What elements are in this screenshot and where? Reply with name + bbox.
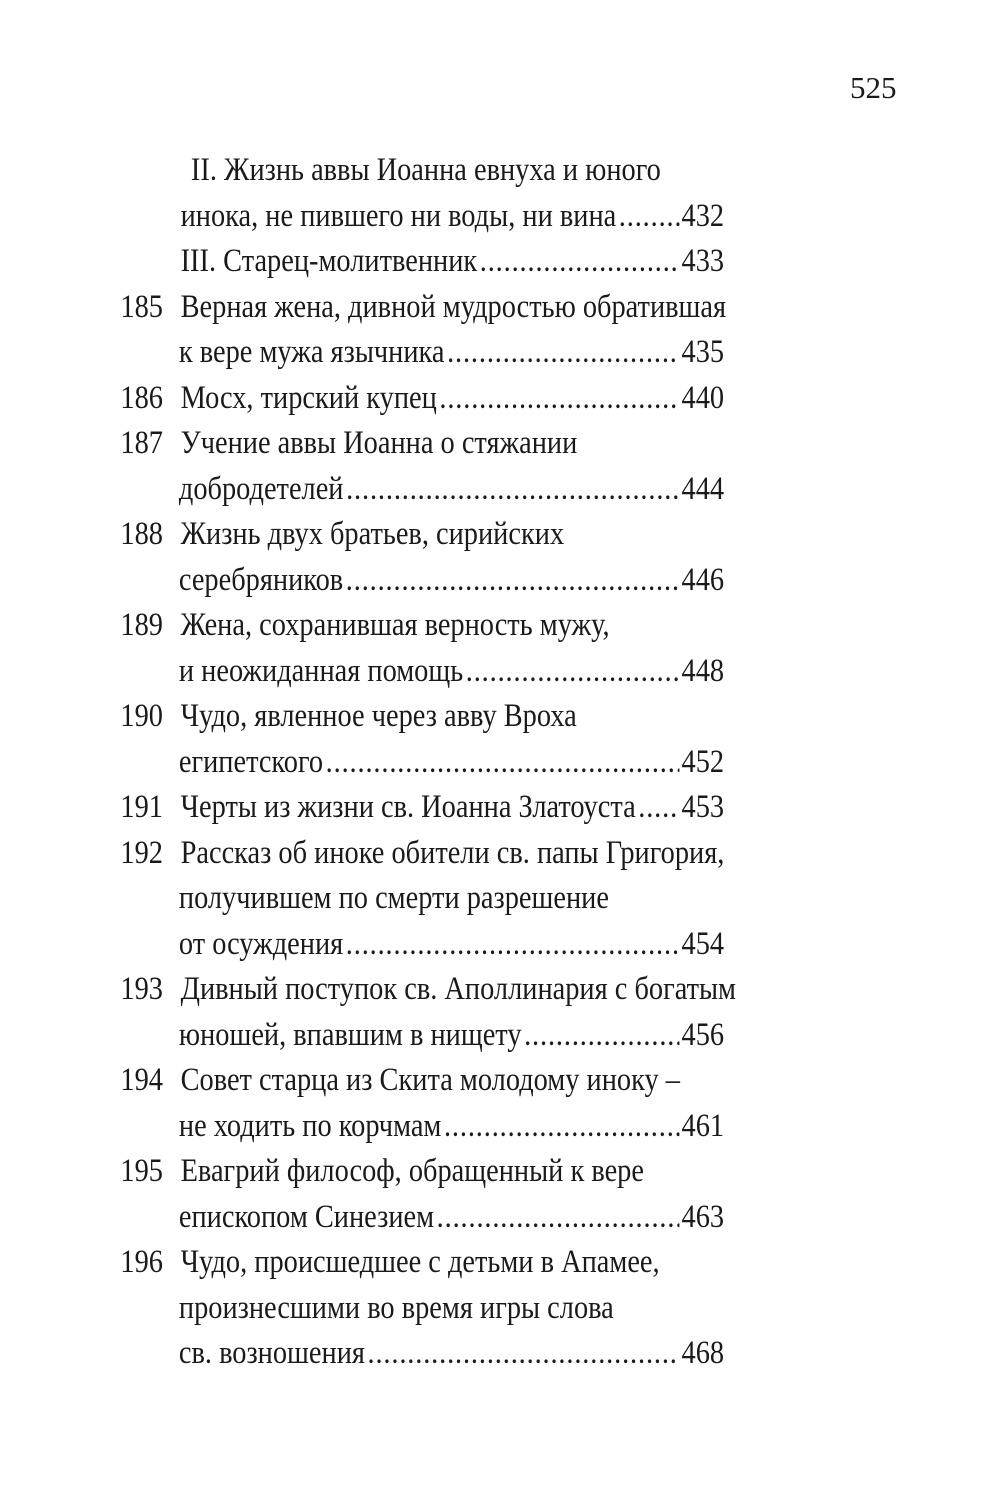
toc-leader-line bbox=[181, 785, 725, 831]
toc-entry-number: 185 bbox=[120, 288, 163, 325]
dot-leader bbox=[466, 649, 679, 695]
dot-leader bbox=[444, 1104, 679, 1150]
toc-entry-title: египетского bbox=[178, 743, 324, 780]
dot-leader bbox=[437, 1195, 679, 1241]
toc-line bbox=[0, 1286, 860, 1332]
toc-line bbox=[0, 285, 860, 331]
toc-entry-title: Верная жена, дивной мудростью обратившая bbox=[180, 288, 727, 325]
toc-leader-line bbox=[179, 1104, 724, 1150]
toc-line bbox=[0, 1013, 860, 1059]
toc-line bbox=[0, 694, 860, 740]
toc-entry-number: 196 bbox=[120, 1244, 163, 1280]
dot-leader bbox=[439, 376, 679, 422]
toc-entry-title: и неожиданная помощь bbox=[178, 652, 464, 689]
toc-entry-title: не ходить по корчмам bbox=[178, 1107, 442, 1144]
toc-page-number: 452 bbox=[681, 743, 725, 780]
toc-entry-title: Совет старца из Скита молодому иноку – bbox=[180, 1062, 680, 1098]
toc-leader-line bbox=[179, 1331, 724, 1377]
dot-leader bbox=[346, 922, 679, 968]
toc-entry-number: 192 bbox=[120, 834, 163, 871]
toc-page-number: 444 bbox=[681, 470, 725, 507]
toc-page-number: 435 bbox=[681, 334, 725, 370]
dot-leader bbox=[638, 785, 679, 831]
toc-page-number: 446 bbox=[681, 561, 725, 598]
table-of-contents bbox=[0, 148, 860, 1377]
toc-leader-line bbox=[179, 467, 724, 513]
toc-entry-title: к вере мужа язычника bbox=[178, 334, 445, 370]
toc-page-number: 468 bbox=[681, 1335, 725, 1371]
dot-leader bbox=[346, 467, 679, 513]
toc-entry-title: добродетелей bbox=[178, 470, 344, 507]
toc-entry-title: от осуждения bbox=[178, 925, 344, 962]
toc-entry-title: произнесшими во время игры слова bbox=[178, 1289, 614, 1326]
toc-page-number: 440 bbox=[681, 379, 725, 416]
toc-entry-title: серебряников bbox=[178, 561, 344, 598]
toc-entry-title: юношей, впавшим в нищету bbox=[178, 1016, 522, 1053]
toc-line bbox=[0, 194, 860, 240]
dot-leader bbox=[326, 740, 679, 786]
toc-entry-title: Чудо, явленное через авву Вроха bbox=[180, 698, 577, 734]
toc-entry-title: получившем по смерти разрешение bbox=[178, 880, 609, 916]
toc-line bbox=[0, 467, 860, 513]
toc-entry-number: 191 bbox=[120, 789, 163, 825]
toc-line bbox=[0, 1195, 860, 1241]
toc-line bbox=[0, 1058, 860, 1104]
toc-leader-line bbox=[179, 922, 724, 968]
toc-entry-number: 190 bbox=[120, 698, 163, 734]
toc-entry-title: Чудо, происшедшее с детьми в Апамее, bbox=[180, 1244, 660, 1280]
toc-entry-title: св. возношения bbox=[178, 1335, 365, 1371]
toc-leader-line bbox=[179, 740, 724, 786]
toc-page-number: 433 bbox=[681, 243, 725, 279]
toc-entry-number: 187 bbox=[120, 425, 163, 461]
dot-leader bbox=[619, 194, 679, 240]
toc-line bbox=[0, 239, 860, 285]
toc-leader-line bbox=[179, 1013, 724, 1059]
toc-page-number: 432 bbox=[681, 197, 725, 234]
toc-page-number: 453 bbox=[681, 789, 725, 825]
toc-line bbox=[0, 785, 860, 831]
toc-line bbox=[0, 649, 860, 695]
toc-entry-number: 188 bbox=[120, 516, 163, 552]
toc-page-number: 456 bbox=[681, 1016, 725, 1053]
toc-line bbox=[0, 1331, 860, 1377]
toc-line bbox=[0, 967, 860, 1013]
toc-line bbox=[0, 831, 860, 877]
toc-entry-title: Мосх, тирский купец bbox=[180, 379, 437, 416]
toc-entry-title: Черты из жизни св. Иоанна Златоуста bbox=[180, 789, 636, 825]
toc-line bbox=[0, 1149, 860, 1195]
toc-leader-line bbox=[181, 376, 725, 422]
toc-line bbox=[0, 558, 860, 604]
toc-line bbox=[0, 148, 860, 194]
page-number: 525 bbox=[850, 70, 897, 105]
toc-leader-line bbox=[181, 239, 725, 285]
toc-entry-title: Евагрий философ, обращенный к вере bbox=[180, 1153, 644, 1189]
toc-line bbox=[0, 1240, 860, 1286]
toc-line bbox=[0, 512, 860, 558]
toc-page-number: 461 bbox=[681, 1107, 725, 1144]
toc-entry-number: 186 bbox=[120, 379, 163, 416]
toc-page-number: 454 bbox=[681, 925, 725, 962]
toc-line bbox=[0, 603, 860, 649]
toc-entry-number: 193 bbox=[120, 971, 163, 1007]
toc-entry-title: Рассказ об иноке обители св. папы Григория, bbox=[180, 834, 725, 871]
toc-entry-title: Жизнь двух братьев, сирийских bbox=[180, 516, 565, 552]
toc-leader-line bbox=[179, 1195, 724, 1241]
toc-entry-title: Жена, сохранившая верность мужу, bbox=[180, 607, 610, 643]
toc-page-number: 463 bbox=[681, 1198, 725, 1235]
toc-leader-line bbox=[179, 330, 724, 376]
toc-entry-title: епископом Синезием bbox=[178, 1198, 435, 1235]
dot-leader bbox=[480, 239, 679, 285]
toc-line bbox=[0, 876, 860, 922]
toc-entry-title: III. Старец-молитвенник bbox=[180, 243, 478, 279]
toc-line bbox=[0, 922, 860, 968]
toc-entry-number: 195 bbox=[120, 1153, 163, 1189]
dot-leader bbox=[346, 558, 679, 604]
toc-line bbox=[0, 740, 860, 786]
toc-leader-line bbox=[179, 649, 724, 695]
toc-line bbox=[0, 1104, 860, 1150]
toc-leader-line bbox=[179, 558, 724, 604]
toc-entry-number: 194 bbox=[120, 1062, 163, 1098]
toc-line bbox=[0, 330, 860, 376]
toc-entry-title: Учение аввы Иоанна о стяжании bbox=[180, 425, 578, 461]
dot-leader bbox=[524, 1013, 679, 1059]
toc-line bbox=[0, 376, 860, 422]
dot-leader bbox=[447, 330, 679, 376]
toc-page-number: 448 bbox=[681, 652, 725, 689]
dot-leader bbox=[368, 1331, 679, 1377]
toc-line bbox=[0, 421, 860, 467]
toc-entry-title: Дивный поступок св. Аполлинария с богатым bbox=[180, 971, 737, 1007]
toc-entry-number: 189 bbox=[120, 607, 163, 643]
toc-entry-title: инока, не пившего ни воды, ни вина bbox=[180, 197, 617, 234]
toc-leader-line bbox=[181, 194, 725, 240]
toc-entry-title: II. Жизнь аввы Иоанна евнуха и юного bbox=[190, 152, 661, 188]
